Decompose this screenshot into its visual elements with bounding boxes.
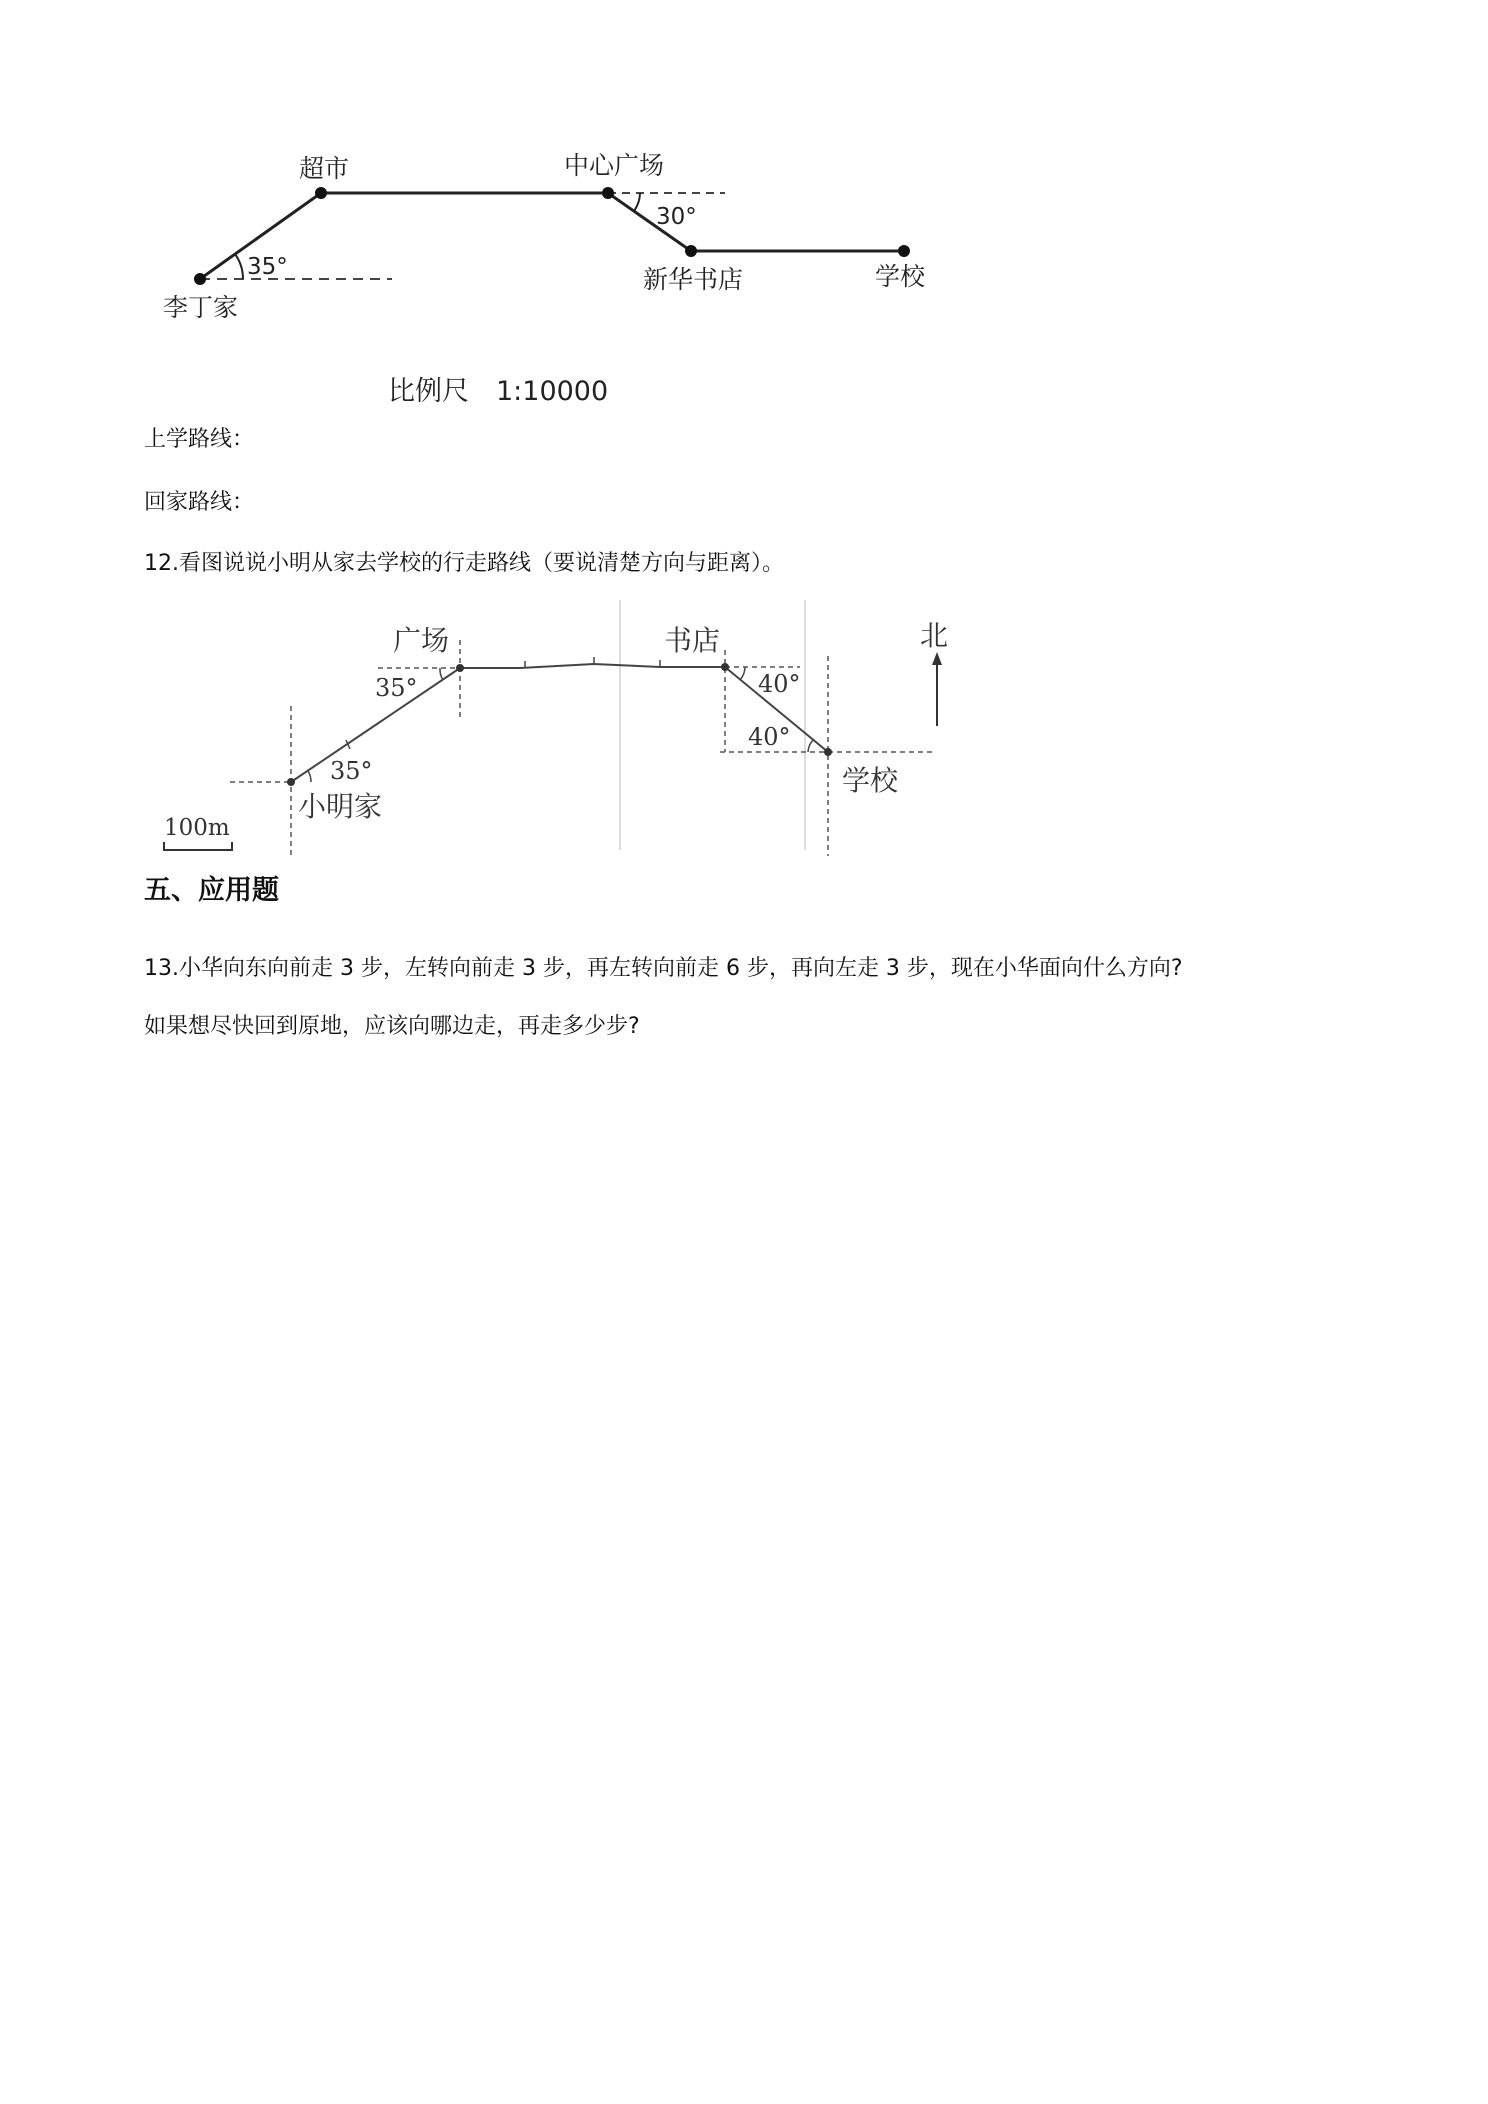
label-scale-bar: 100m (164, 815, 230, 841)
route-to-school-label: 上学路线： (144, 427, 255, 452)
label-angle-center: 30° (656, 204, 697, 230)
map-scale-label: 比例尺 1:10000 (388, 376, 609, 407)
route-home-label: 回家路线： (144, 490, 255, 515)
scale-bar (164, 842, 232, 850)
angle-arc-school (808, 740, 813, 752)
label-square: 广场 (393, 624, 450, 657)
label-angle-home: 35° (247, 254, 288, 280)
label-school: 学校 (842, 764, 899, 797)
question-13-line-2: 如果想尽快回到原地，应该向哪边走，再走多少步? (144, 1014, 640, 1039)
label-bookstore: 新华书店 (643, 265, 744, 294)
section-5-title: 五、应用题 (144, 875, 279, 906)
angle-arc-home (308, 771, 311, 782)
route-map-figure-2 (0, 0, 1488, 880)
angle-arc-bookstore (740, 667, 745, 680)
label-north: 北 (920, 619, 949, 652)
question-13-line-1: 13.小华向东向前走 3 步，左转向前走 3 步，再左转向前走 6 步，再向左走 3 步，现在小华面向什么方向? (144, 956, 1183, 981)
label-center-square: 中心广场 (564, 151, 665, 180)
point-school (824, 748, 832, 756)
point-home (287, 778, 295, 786)
question-12: 12.看图说说小明从家去学校的行走路线（要说清楚方向与距离）。 (144, 551, 784, 576)
label-angle-home: 35° (330, 757, 373, 785)
label-angle-bookstore: 40° (758, 670, 801, 698)
north-arrow-head-icon (932, 652, 942, 665)
label-home: 李丁家 (163, 293, 239, 322)
label-bookstore: 书店 (664, 624, 721, 657)
point-bookstore (721, 663, 729, 671)
label-supermarket: 超市 (299, 154, 350, 183)
route-square-to-bookstore (460, 664, 725, 668)
label-school: 学校 (875, 262, 926, 291)
angle-arc-square (440, 668, 443, 680)
label-home: 小明家 (298, 790, 383, 823)
point-square (456, 664, 464, 672)
label-angle-square: 35° (375, 674, 418, 702)
label-angle-school: 40° (748, 723, 791, 751)
